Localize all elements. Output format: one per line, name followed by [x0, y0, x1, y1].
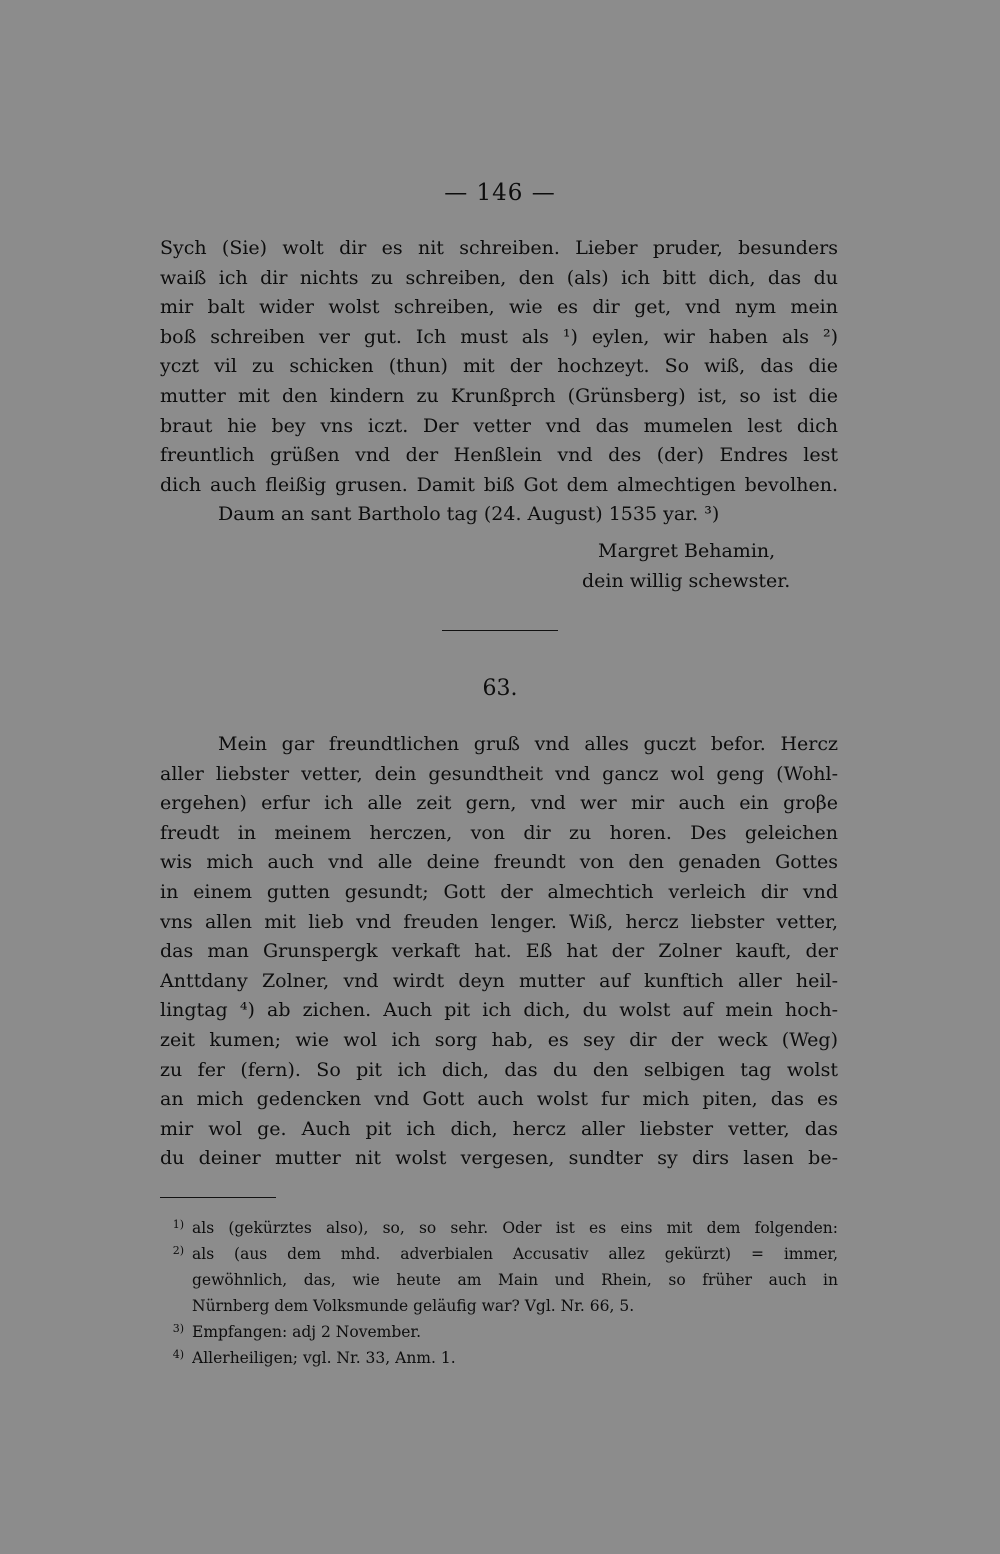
- footnote-3: [172, 1319, 838, 1345]
- text-line: Anttdany Zolner, vnd wirdt deyn mutter auf kunftich aller heil-: [160, 969, 838, 992]
- text-line: braut hie bey vns iczt. Der vetter vnd das mumelen lest dich: [160, 414, 838, 437]
- text-line: waiß ich dir nichts zu schreiben, den (als) ich bitt dich, das du: [160, 266, 838, 289]
- text-line: freudt in meinem herczen, von dir zu horen. Des geleichen: [160, 821, 838, 844]
- text-line: freuntlich grüßen vnd der Henßlein vnd des (der) Endres lest: [160, 444, 838, 467]
- section-number: 63.: [482, 676, 518, 701]
- footnote-divider: [160, 1197, 276, 1198]
- footnote-marker: 2): [172, 1244, 184, 1257]
- text-line: Sych (Sie) wolt dir es nit schreiben. Lieber pruder, besunders: [160, 237, 838, 259]
- footnote-text: als (gekürztes also), so, so sehr. Oder ist es eins mit dem folgenden:: [192, 1219, 838, 1237]
- text-line: an mich gedencken vnd Gott auch wolst fur mich piten, das es: [160, 1088, 838, 1111]
- text-line: zu fer (fern). So pit ich dich, das du den selbigen tag wolst: [160, 1058, 838, 1081]
- text-line: aller liebster vetter, dein gesundtheit vnd gancz wol geng (Wohl-: [160, 762, 838, 785]
- text-line: ergehen) erfur ich alle zeit gern, vnd wer mir auch ein groβe: [160, 792, 838, 815]
- footnotes: [172, 1215, 838, 1371]
- footnote-text: Allerheiligen; vgl. Nr. 33, Anm. 1.: [192, 1349, 456, 1367]
- text-line: boß schreiben ver gut. Ich must als ¹) eylen, wir haben als ²): [160, 325, 838, 348]
- footnote-text: gewöhnlich, das, wie heute am Main und Rhein, so früher auch in: [192, 1271, 838, 1289]
- text-line: yczt vil zu schicken (thun) mit der hochzeyt. So wiß, das die: [160, 355, 838, 378]
- text-line: mir wol ge. Auch pit ich dich, hercz aller liebster vetter, das: [160, 1117, 838, 1140]
- footnote-marker: 1): [172, 1218, 184, 1231]
- signature-name: Margret Behamin,: [598, 540, 776, 562]
- text-line: lingtag ⁴) ab zichen. Auch pit ich dich, du wolst auf mein hoch-: [160, 999, 838, 1022]
- text-line: mutter mit den kindern zu Krunßprch (Grünsberg) ist, so ist die: [160, 384, 838, 407]
- footnote-1: [172, 1215, 838, 1241]
- footnote-text: Empfangen: adj 2 November.: [192, 1323, 422, 1341]
- text-line: das man Grunspergk verkaft hat. Eß hat der Zolner kauft, der: [160, 940, 838, 963]
- text-line: Mein gar freundtlichen gruß vnd alles guczt befor. Hercz: [218, 733, 838, 755]
- footnote-text: als (aus dem mhd. adverbialen Accusativ allez gekürzt) = immer,: [192, 1245, 838, 1263]
- footnote-2: [172, 1241, 838, 1319]
- text-line: mir balt wider wolst schreiben, wie es dir get, vnd nym mein: [160, 296, 838, 319]
- text-line: dich auch fleißig grusen. Damit biß Got dem almechtigen bevolhen.: [160, 473, 838, 496]
- text-line: Daum an sant Bartholo tag (24. August) 1535 yar. ³): [218, 503, 720, 526]
- text-line: zeit kumen; wie wol ich sorg hab, es sey dir der weck (Weg): [160, 1028, 838, 1051]
- text-line: in einem gutten gesundt; Gott der almechtich verleich dir vnd: [160, 880, 838, 903]
- text-line: du deiner mutter nit wolst vergesen, sundter sy dirs lasen be-: [160, 1147, 838, 1170]
- footnote-marker: 4): [172, 1348, 184, 1361]
- section-divider: [442, 630, 558, 631]
- footnote-marker: 3): [172, 1322, 184, 1335]
- page-number: — 146 —: [444, 180, 556, 206]
- footnote-4: [172, 1345, 838, 1371]
- footnote-text: Nürnberg dem Volksmunde geläufig war? Vgl. Nr. 66, 5.: [192, 1297, 635, 1315]
- text-line: vns allen mit lieb vnd freuden lenger. Wiß, hercz liebster vetter,: [160, 910, 838, 933]
- signature-closing: dein willig schewster.: [582, 570, 791, 592]
- letter-63-body: [160, 730, 838, 1174]
- text-line: wis mich auch vnd alle deine freundt von den genaden Gottes: [160, 851, 838, 874]
- letter-62-body: [160, 234, 838, 530]
